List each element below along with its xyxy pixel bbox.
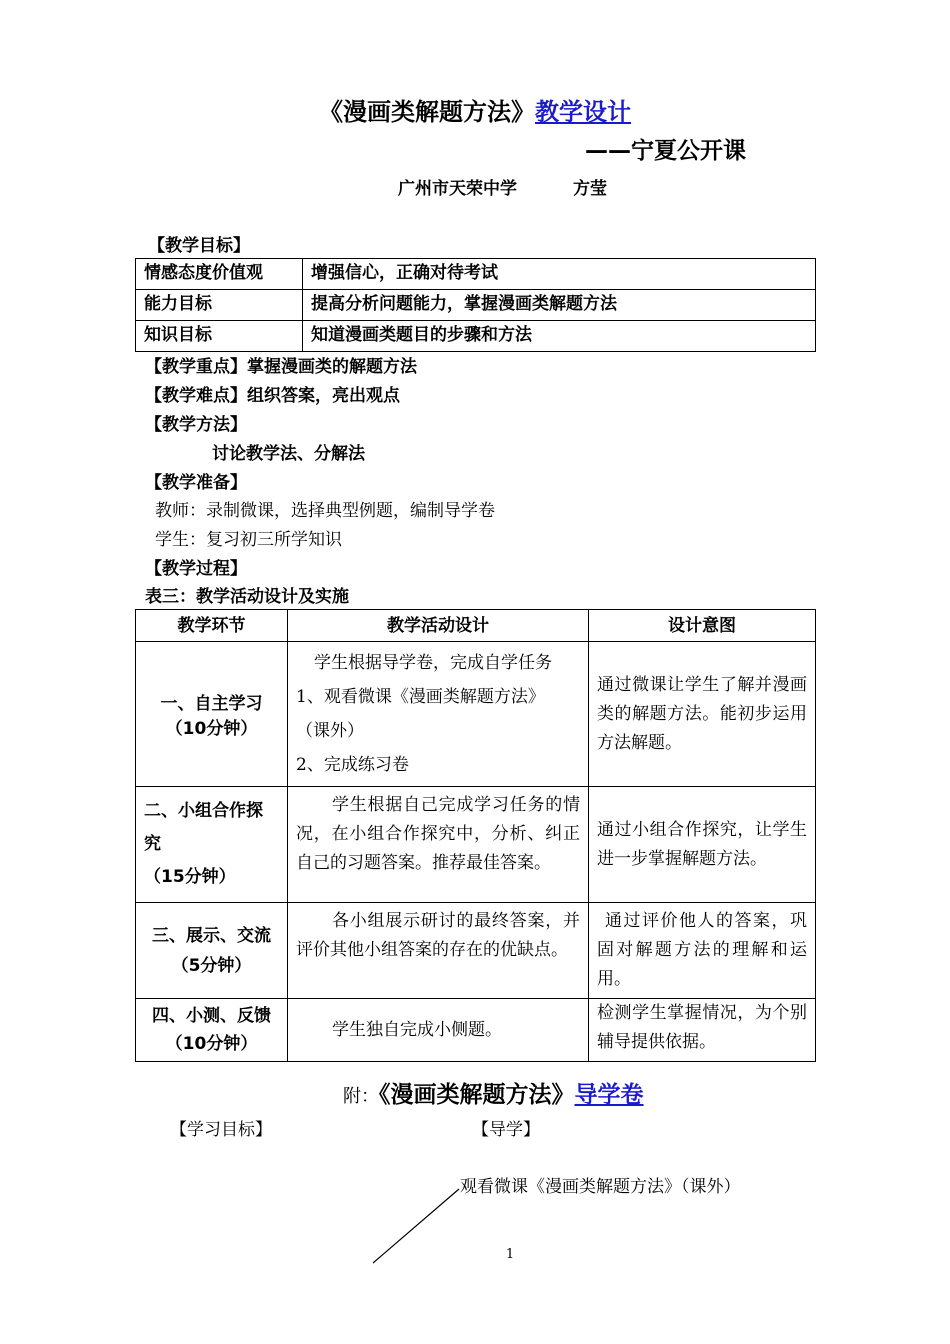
goal-label: 情感态度价值观 (136, 259, 303, 290)
stage-name: 一、自主学习 (160, 694, 263, 714)
stage-duration: （10分钟） (165, 719, 258, 739)
guide-note: 观看微课《漫画类解题方法》（课外） (460, 1177, 741, 1197)
page-number: 1 (505, 1247, 515, 1262)
goal-label: 能力目标 (136, 290, 303, 321)
stage-duration: （5分钟） (171, 955, 252, 976)
difficulty: 【教学难点】组织答案，亮出观点 (145, 386, 400, 406)
appendix-prefix: 附： (343, 1086, 379, 1107)
title-prefix: 《漫画类解题方法》 (319, 98, 535, 126)
column-header: 教学环节 (136, 610, 288, 642)
prep-heading: 【教学准备】 (145, 473, 247, 493)
activity-line: （课外） (296, 721, 364, 741)
stage-duration: （15分钟） (144, 867, 236, 887)
process-heading: 【教学过程】 (145, 559, 247, 579)
method-text: 讨论教学法、分解法 (212, 444, 365, 464)
activity-line: 学生根据导学卷，完成自学任务 (314, 653, 552, 673)
table-title: 表三：教学活动设计及实施 (145, 587, 349, 607)
appendix-link[interactable]: 导学卷 (574, 1082, 644, 1108)
author-name: 方莹 (573, 179, 607, 199)
doc-subtitle: ——宁夏公开课 (585, 138, 746, 164)
stage-name: 二、小组合作探究 (144, 801, 263, 854)
activity-cell: 学生独自完成小侧题。 (288, 999, 589, 1062)
key-point: 【教学重点】掌握漫画类的解题方法 (145, 357, 417, 377)
method-heading: 【教学方法】 (145, 415, 247, 435)
intent-cell: 通过评价他人的答案，巩固对解题方法的理解和运用。 (589, 903, 816, 999)
goals-heading: 【教学目标】 (148, 236, 250, 256)
learning-goals-heading: 【学习目标】 (170, 1120, 272, 1140)
intent-cell: 通过微课让学生了解并漫画类的解题方法。能初步运用方法解题。 (589, 642, 816, 787)
intent-cell: 通过小组合作探究，让学生进一步掌握解题方法。 (589, 787, 816, 903)
stage-name: 四、小测、反馈 (152, 1006, 271, 1026)
column-header: 设计意图 (589, 610, 816, 642)
intent-cell: 检测学生掌握情况，为个别辅导提供依据。 (589, 999, 816, 1062)
stage-name: 三、展示、交流 (152, 925, 271, 946)
school-name: 广州市天荣中学 (398, 179, 517, 199)
column-header: 教学活动设计 (288, 610, 589, 642)
appendix-name: 《漫画类解题方法》 (379, 1082, 575, 1108)
goal-value: 提高分析问题能力，掌握漫画类解题方法 (303, 290, 816, 321)
goal-value: 知道漫画类题目的步骤和方法 (303, 321, 816, 352)
guide-heading: 【导学】 (472, 1120, 540, 1140)
goal-label: 知识目标 (136, 321, 303, 352)
stage-duration: （10分钟） (165, 1034, 258, 1054)
prep-teacher: 教师：录制微课，选择典型例题，编制导学卷 (155, 501, 495, 521)
activity-cell: 学生根据自己完成学习任务的情况，在小组合作探究中，分析、纠正自己的习题答案。推荐最佳答案。 (288, 787, 589, 903)
activity-line: 2、完成练习卷 (296, 755, 409, 775)
goal-value: 增强信心，正确对待考试 (303, 259, 816, 290)
title-link[interactable]: 教学设计 (535, 98, 631, 126)
prep-student: 学生：复习初三所学知识 (155, 530, 342, 550)
activity-line: 1、观看微课《漫画类解题方法》 (296, 687, 545, 707)
activity-cell: 各小组展示研讨的最终答案，并评价其他小组答案的存在的优缺点。 (288, 903, 589, 999)
